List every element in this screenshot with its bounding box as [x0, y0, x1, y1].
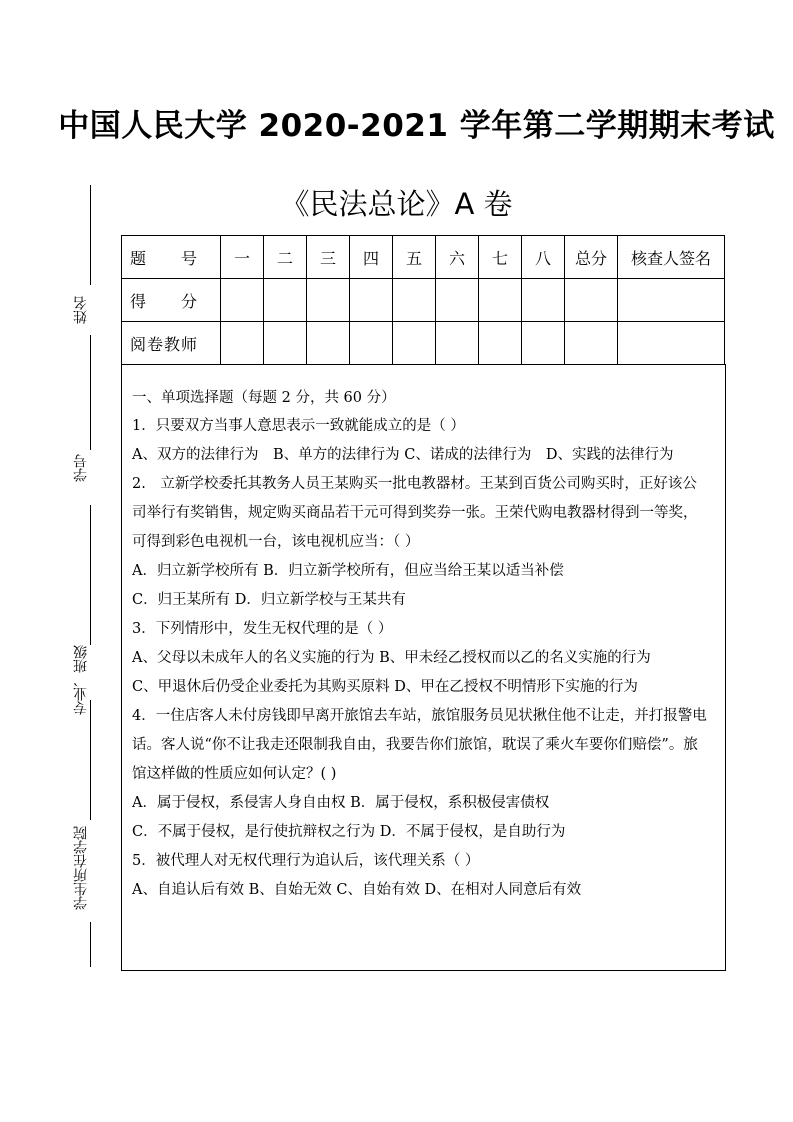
- binding-line-name: [90, 335, 91, 450]
- question-line: 话。客人说“你不让我走还限制我自由，我要告你们旅馆，耽误了乘火车要你们赔偿”。旅: [132, 737, 698, 753]
- col-header-1: 一: [221, 236, 264, 279]
- grader-row: [122, 322, 725, 365]
- question-line: C．归王某所有 D．归立新学校与王某共有: [132, 592, 406, 608]
- score-cell[interactable]: [522, 279, 565, 322]
- grader-cell[interactable]: [565, 322, 618, 365]
- score-table: [121, 235, 725, 365]
- col-header-8: 八: [522, 236, 565, 279]
- row-header-grader: 阅卷教师: [122, 322, 221, 365]
- score-row: [122, 279, 725, 322]
- question-line: A、自追认后有效 B、自始无效 C、自始有效 D、在相对人同意后有效: [132, 882, 582, 898]
- col-header-checker-signature: 核查人签名: [618, 236, 725, 279]
- score-cell[interactable]: [565, 279, 618, 322]
- binding-line-major: [90, 700, 91, 820]
- question-line: C．不属于侵权，是行使抗辩权之行为 D．不属于侵权，是自助行为: [132, 824, 566, 840]
- score-cell[interactable]: [307, 279, 350, 322]
- row-header-score: 得 分: [122, 279, 221, 322]
- col-header-7: 七: [479, 236, 522, 279]
- col-header-total: 总分: [565, 236, 618, 279]
- question-line: A．属于侵权，系侵害人身自由权 B．属于侵权，系积极侵害债权: [132, 795, 550, 811]
- question-line: C、甲退休后仍受企业委托为其购买原料 D、甲在乙授权不明情形下实施的行为: [132, 679, 638, 695]
- score-cell[interactable]: [350, 279, 393, 322]
- grader-cell[interactable]: [350, 322, 393, 365]
- name-label: 姓名: [73, 296, 89, 324]
- question-line: A．归立新学校所有 B．归立新学校所有，但应当给王某以适当补偿: [132, 563, 564, 579]
- col-header-2: 二: [264, 236, 307, 279]
- question-line: 5．被代理人对无权代理行为追认后，该代理关系（ ）: [132, 853, 480, 869]
- question-line: 2. 立新学校委托其教务人员王某购买一批电教器材。王某到百货公司购买时，正好该公: [132, 476, 697, 492]
- question-number-row: [122, 236, 725, 279]
- score-cell[interactable]: [393, 279, 436, 322]
- exam-subtitle: 《民法总论》A 卷: [280, 187, 513, 221]
- question-line: A、双方的法律行为 B、单方的法律行为 C、诺成的法律行为 D、实践的法律行为: [132, 447, 674, 463]
- score-cell[interactable]: [479, 279, 522, 322]
- row-header-question-number: 题 号: [122, 236, 221, 279]
- score-cell[interactable]: [436, 279, 479, 322]
- question-line: 3．下列情形中，发生无权代理的是（ ）: [132, 621, 393, 637]
- col-header-3: 三: [307, 236, 350, 279]
- question-line: 可得到彩色电视机一台，该电视机应当：（ ）: [132, 534, 420, 550]
- binding-line-top: [90, 185, 91, 285]
- question-line: 4．一住店客人未付房钱即早离开旅馆去车站，旅馆服务员见状揪住他不让走，并打报警电: [132, 708, 707, 724]
- major-class-label: 专业、班级: [73, 645, 89, 715]
- grader-cell[interactable]: [221, 322, 264, 365]
- score-cell[interactable]: [618, 279, 725, 322]
- score-cell[interactable]: [221, 279, 264, 322]
- question-line: 馆这样做的性质应如何认定？( ): [132, 766, 337, 782]
- score-cell[interactable]: [264, 279, 307, 322]
- grader-cell[interactable]: [307, 322, 350, 365]
- questions-section: [121, 364, 726, 971]
- col-header-6: 六: [436, 236, 479, 279]
- grader-cell[interactable]: [264, 322, 307, 365]
- section-heading: 一、单项选择题（每题 2 分，共 60 分）: [132, 390, 396, 406]
- col-header-5: 五: [393, 236, 436, 279]
- exam-title: 中国人民大学 2020-2021 学年第二学期期末考试: [58, 108, 775, 144]
- binding-line-bottom: [90, 922, 91, 967]
- question-line: A、父母以未成年人的名义实施的行为 B、甲未经乙授权而以乙的名义实施的行为: [132, 650, 651, 666]
- college-label: 学生所在学院: [73, 826, 89, 910]
- grader-cell[interactable]: [436, 322, 479, 365]
- binding-line-id: [90, 505, 91, 645]
- student-id-label: 学号: [73, 454, 89, 482]
- col-header-4: 四: [350, 236, 393, 279]
- grader-cell[interactable]: [618, 322, 725, 365]
- grader-cell[interactable]: [393, 322, 436, 365]
- question-line: 1．只要双方当事人意思表示一致就能成立的是（ ）: [132, 418, 465, 434]
- grader-cell[interactable]: [479, 322, 522, 365]
- question-line: 司举行有奖销售，规定购买商品若干元可得到奖券一张。王荣代购电教器材得到一等奖，: [132, 505, 698, 521]
- grader-cell[interactable]: [522, 322, 565, 365]
